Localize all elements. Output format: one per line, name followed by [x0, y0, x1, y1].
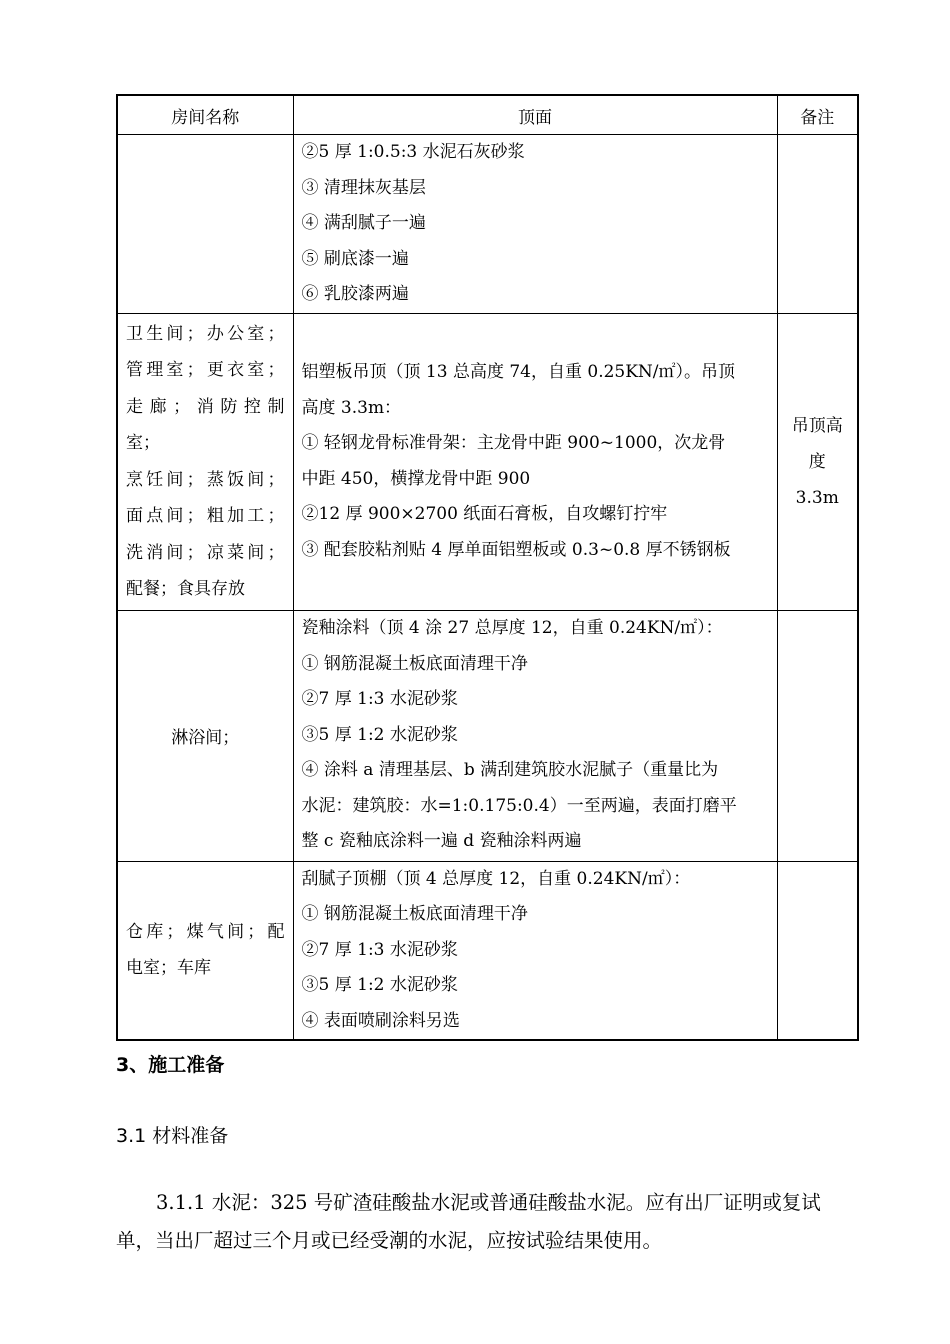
ceiling-line: ②7 厚 1:3 水泥砂浆 — [301, 939, 458, 960]
ceiling-line: ④ 满刮腻子一遍 — [301, 213, 426, 233]
note-line: 吊顶高 — [791, 415, 843, 436]
table-row — [117, 861, 858, 1040]
ceiling-spec-table — [116, 94, 859, 1041]
room-line: 卫生间；办公室； — [126, 323, 285, 344]
room-cell: 淋浴间； — [117, 610, 293, 861]
ceiling-line: 中距 450，横撑龙骨中距 900 — [301, 468, 531, 489]
ceiling-line: ⑥ 乳胶漆两遍 — [301, 284, 409, 304]
room-cell — [117, 135, 293, 314]
ceiling-cell — [293, 313, 777, 610]
ceiling-line: 高度 3.3m： — [301, 397, 402, 418]
table-header-row — [117, 95, 858, 135]
ceiling-line: ③5 厚 1:2 水泥砂浆 — [301, 724, 458, 745]
ceiling-line: 水泥：建筑胶：水=1:0.175:0.4）一至两遍，表面打磨平 — [301, 795, 737, 816]
note-cell — [777, 313, 858, 610]
ceiling-line: ④ 表面喷刷涂料另选 — [301, 1010, 460, 1031]
room-line: 面点间；粗加工； — [126, 506, 285, 526]
room-line: 管理室；更衣室； — [126, 360, 285, 380]
ceiling-line: ②7 厚 1:3 水泥砂浆 — [301, 689, 458, 710]
ceiling-line: ① 钢筋混凝土板底面清理干净 — [301, 904, 528, 924]
room-line: 烹饪间；蒸饭间； — [126, 469, 285, 490]
ceiling-line: 铝塑板吊顶（顶 13 总高度 74，自重 0.25KN/㎡）。吊顶 — [301, 362, 736, 382]
ceiling-line: ②5 厚 1:0.5:3 水泥石灰砂浆 — [301, 142, 525, 162]
room-line: 室； — [126, 433, 160, 453]
ceiling-line: ① 钢筋混凝土板底面清理干净 — [301, 653, 528, 674]
header-ceiling: 顶面 — [293, 95, 777, 135]
ceiling-line: ① 轻钢龙骨标准骨架：主龙骨中距 900~1000，次龙骨 — [301, 433, 726, 453]
ceiling-line: ③5 厚 1:2 水泥砂浆 — [301, 975, 458, 995]
ceiling-cell — [293, 135, 777, 314]
header-room-name: 房间名称 — [117, 95, 293, 135]
room-line: 仓库；煤气间；配 — [126, 921, 285, 942]
section-heading: 3、施工准备 — [116, 1054, 225, 1076]
room-cell — [117, 861, 293, 1040]
header-note: 备注 — [777, 95, 858, 135]
note-cell — [777, 135, 858, 314]
room-line: 走廊；消防控制 — [126, 396, 285, 417]
table-row — [117, 313, 858, 610]
note-cell — [777, 861, 858, 1040]
ceiling-line: 刮腻子顶棚（顶 4 总厚度 12，自重 0.24KN/㎡）： — [301, 868, 691, 889]
paragraph: 3.1.1 水泥：325 号矿渣硅酸盐水泥或普通硅酸盐水泥。应有出厂证明或复试单，当出厂超过三个月或已经受潮的水泥，应按试验结果使用。 — [116, 1191, 821, 1252]
table-row — [117, 610, 858, 861]
table-row — [117, 135, 858, 314]
ceiling-line: ②12 厚 900×2700 纸面石膏板，自攻螺钉拧牢 — [301, 504, 668, 524]
room-cell — [117, 313, 293, 610]
ceiling-cell — [293, 861, 777, 1040]
note-cell — [777, 610, 858, 861]
ceiling-line: ④ 涂料 a 清理基层、b 满刮建筑胶水泥腻子（重量比为 — [301, 760, 719, 781]
ceiling-line: ③ 清理抹灰基层 — [301, 177, 426, 198]
note-line: 度 3.3m — [795, 451, 839, 508]
room-line: 配餐；食具存放 — [126, 579, 245, 599]
room-line: 洗消间；凉菜间； — [126, 542, 285, 563]
ceiling-cell — [293, 610, 777, 861]
ceiling-line: ③ 配套胶粘剂贴 4 厚单面铝塑板或 0.3~0.8 厚不锈钢板 — [301, 539, 731, 560]
ceiling-line: ⑤ 刷底漆一遍 — [301, 248, 409, 269]
ceiling-line: 整 c 瓷釉底涂料一遍 d 瓷釉涂料两遍 — [301, 831, 582, 852]
ceiling-line: 瓷釉涂料（顶 4 涂 27 总厚度 12，自重 0.24KN/㎡）： — [301, 618, 723, 639]
room-line: 电室；车库 — [126, 958, 211, 979]
subsection-heading: 3.1 材料准备 — [116, 1125, 229, 1147]
